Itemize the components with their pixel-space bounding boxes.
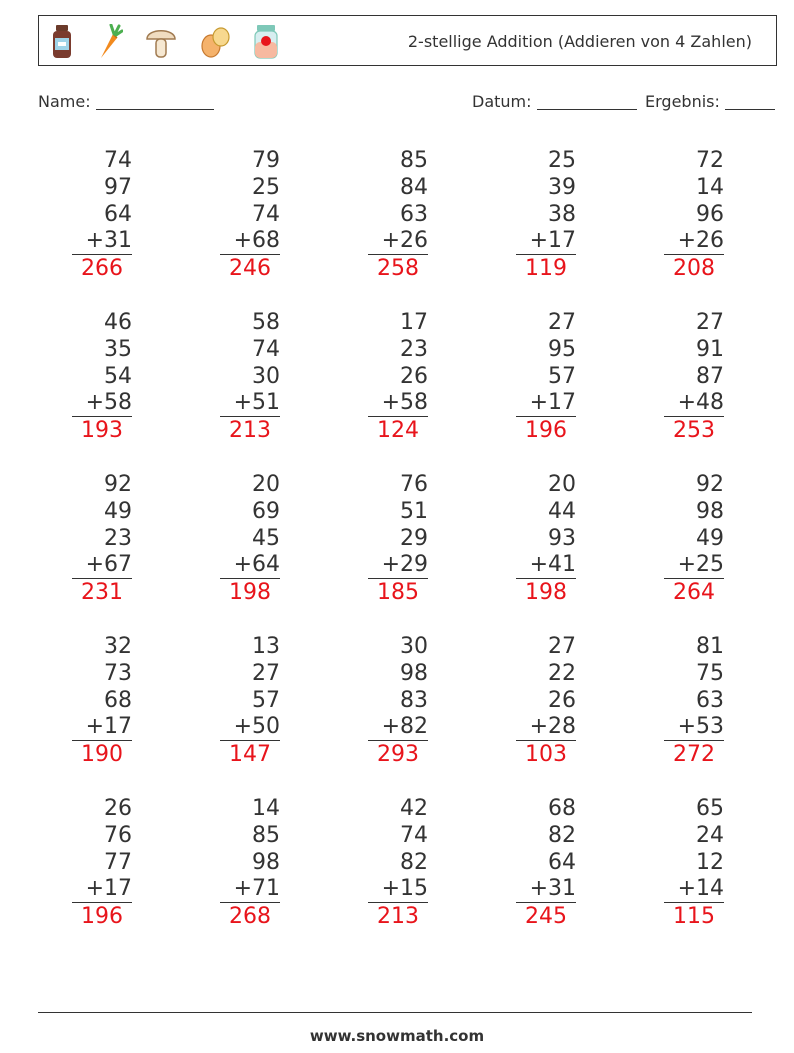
carrot-icon [95,24,123,60]
addend: 68 [104,688,132,713]
addend: 98 [400,661,428,686]
problem-3-3 [368,471,428,606]
answer: 198 [229,580,271,605]
problem-3-1 [72,471,132,606]
addend: 27 [548,310,576,335]
addend: 82 [400,850,428,875]
addend-last: +31 [516,876,576,903]
addend: 76 [400,472,428,497]
answer: 253 [673,418,715,443]
answer: 231 [81,580,123,605]
addend-last: +17 [72,714,132,741]
addend: 75 [696,661,724,686]
addend-last: +64 [220,552,280,579]
answer: 258 [377,256,419,281]
addend: 98 [252,850,280,875]
problem-1-2 [220,147,280,282]
addend: 92 [104,472,132,497]
problem-5-5 [664,795,724,930]
addend: 68 [548,796,576,821]
addend: 54 [104,364,132,389]
addend: 98 [696,499,724,524]
eggs-icon [199,24,231,60]
addend: 32 [104,634,132,659]
addend: 25 [548,148,576,173]
addend: 65 [696,796,724,821]
jar-icon [51,24,73,60]
answer: 119 [525,256,567,281]
jam-jar-icon [253,24,279,60]
problem-1-3 [368,147,428,282]
answer: 185 [377,580,419,605]
addend-last: +53 [664,714,724,741]
problem-4-5 [664,633,724,768]
header-box [38,15,777,66]
addend: 74 [400,823,428,848]
name-row [38,92,214,111]
problem-3-5 [664,471,724,606]
addend: 42 [400,796,428,821]
problem-2-5 [664,309,724,444]
addend-last: +26 [368,228,428,255]
addend: 35 [104,337,132,362]
addend: 58 [252,310,280,335]
addend: 24 [696,823,724,848]
addend-last: +58 [368,390,428,417]
addend: 30 [400,634,428,659]
addend-last: +15 [368,876,428,903]
answer: 268 [229,904,271,929]
problem-2-4 [516,309,576,444]
addend: 63 [696,688,724,713]
addend-last: +41 [516,552,576,579]
answer: 196 [81,904,123,929]
problem-2-1 [72,309,132,444]
addend: 85 [400,148,428,173]
answer: 272 [673,742,715,767]
addend: 96 [696,202,724,227]
addend: 83 [400,688,428,713]
answer: 266 [81,256,123,281]
problem-4-1 [72,633,132,768]
addend: 12 [696,850,724,875]
addend-last: +48 [664,390,724,417]
addend: 14 [696,175,724,200]
addend-last: +17 [516,390,576,417]
addend: 82 [548,823,576,848]
answer: 196 [525,418,567,443]
date-label: Datum: [472,92,532,111]
problem-5-4 [516,795,576,930]
mushroom-icon [145,24,177,60]
result-field[interactable] [725,93,775,110]
problem-3-4 [516,471,576,606]
addend: 26 [400,364,428,389]
addend: 64 [548,850,576,875]
addend: 26 [104,796,132,821]
answer: 293 [377,742,419,767]
addend: 74 [104,148,132,173]
addend: 92 [696,472,724,497]
date-row [472,92,637,111]
addend: 14 [252,796,280,821]
addend: 45 [252,526,280,551]
addend: 17 [400,310,428,335]
addend: 20 [252,472,280,497]
answer: 245 [525,904,567,929]
addend: 25 [252,175,280,200]
result-row [645,92,775,111]
addend: 63 [400,202,428,227]
answer: 193 [81,418,123,443]
addend: 57 [252,688,280,713]
addend-last: +58 [72,390,132,417]
addend: 39 [548,175,576,200]
problem-1-4 [516,147,576,282]
addend: 27 [252,661,280,686]
addend: 73 [104,661,132,686]
addend: 76 [104,823,132,848]
answer: 213 [377,904,419,929]
addend: 26 [548,688,576,713]
addend: 93 [548,526,576,551]
addend: 38 [548,202,576,227]
worksheet-title: 2-stellige Addition (Addieren von 4 Zahlen) [407,32,752,51]
answer: 190 [81,742,123,767]
footer-divider [38,1012,752,1013]
problem-3-2 [220,471,280,606]
name-label: Name: [38,92,91,111]
answer: 264 [673,580,715,605]
addend-last: +31 [72,228,132,255]
addend: 49 [104,499,132,524]
addend: 29 [400,526,428,551]
answer: 147 [229,742,271,767]
addend-last: +26 [664,228,724,255]
problem-2-3 [368,309,428,444]
addend-last: +82 [368,714,428,741]
problem-5-1 [72,795,132,930]
addend: 74 [252,202,280,227]
addend-last: +17 [72,876,132,903]
problem-5-2 [220,795,280,930]
addend: 72 [696,148,724,173]
addend: 85 [252,823,280,848]
addend-last: +25 [664,552,724,579]
addend: 74 [252,337,280,362]
answer: 124 [377,418,419,443]
problem-4-2 [220,633,280,768]
addend: 91 [696,337,724,362]
addend: 23 [104,526,132,551]
addend: 57 [548,364,576,389]
addend: 77 [104,850,132,875]
addend: 87 [696,364,724,389]
addend: 49 [696,526,724,551]
answer: 246 [229,256,271,281]
addend-last: +28 [516,714,576,741]
addend: 20 [548,472,576,497]
addend: 79 [252,148,280,173]
problem-1-5 [664,147,724,282]
addend: 84 [400,175,428,200]
addend: 13 [252,634,280,659]
result-label: Ergebnis: [645,92,720,111]
addend: 95 [548,337,576,362]
addend: 27 [548,634,576,659]
addend: 97 [104,175,132,200]
name-field[interactable] [96,93,214,110]
addend: 64 [104,202,132,227]
addend-last: +17 [516,228,576,255]
addend-last: +68 [220,228,280,255]
addend-last: +29 [368,552,428,579]
header-icons [51,22,279,62]
addend: 51 [400,499,428,524]
addend-last: +71 [220,876,280,903]
addend-last: +67 [72,552,132,579]
footer-site: www.snowmath.com [309,1027,485,1045]
addend-last: +51 [220,390,280,417]
answer: 103 [525,742,567,767]
addend: 69 [252,499,280,524]
problem-2-2 [220,309,280,444]
problem-1-1 [72,147,132,282]
problem-4-4 [516,633,576,768]
date-field[interactable] [537,93,637,110]
addend-last: +14 [664,876,724,903]
problem-5-3 [368,795,428,930]
answer: 213 [229,418,271,443]
addend: 30 [252,364,280,389]
answer: 115 [673,904,715,929]
addend: 44 [548,499,576,524]
answer: 208 [673,256,715,281]
addend: 23 [400,337,428,362]
addend: 27 [696,310,724,335]
addend: 81 [696,634,724,659]
addend: 22 [548,661,576,686]
addend-last: +50 [220,714,280,741]
problem-4-3 [368,633,428,768]
addend: 46 [104,310,132,335]
answer: 198 [525,580,567,605]
